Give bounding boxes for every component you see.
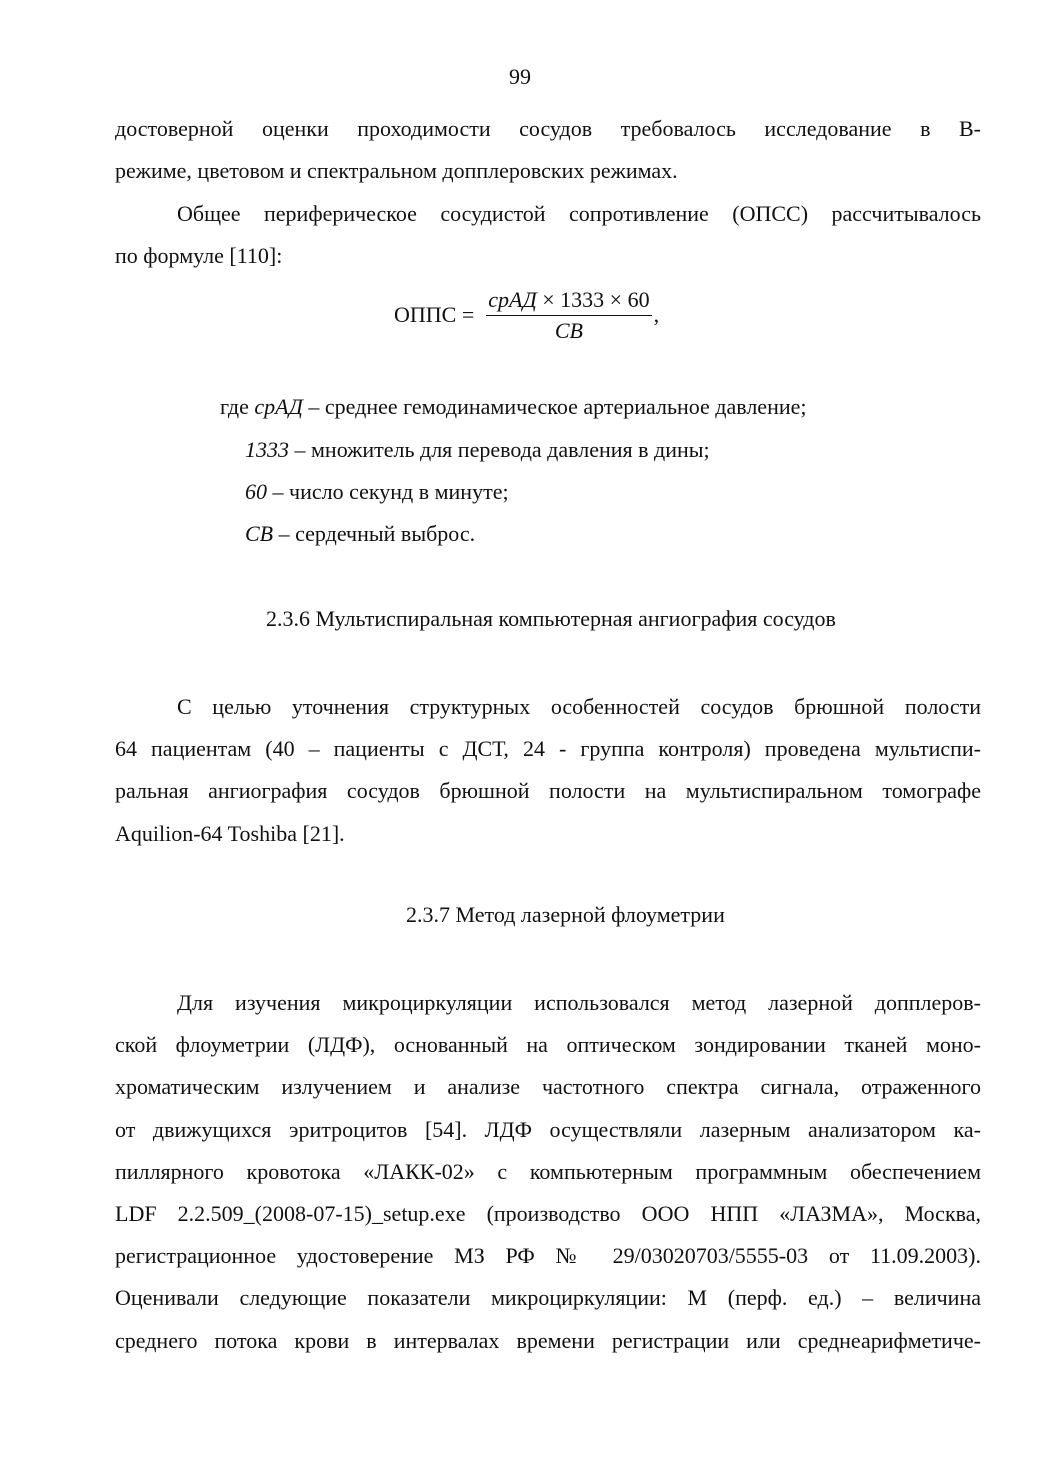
section-heading-2-3-6: 2.3.6 Мультиспиральная компьютерная ангиография сосудов [266, 606, 836, 631]
paragraph-continuation [115, 108, 981, 192]
legend-item [220, 394, 807, 420]
legend-term: 60 [245, 479, 267, 504]
text-line: режиме, цветовом и спектральном допплеровских режимах. [115, 158, 678, 184]
legend-term: СВ [245, 521, 274, 546]
text-line: регистрационное удостоверение МЗ РФ № 29/03020703/5555-03 от 11.09.2003). [115, 1243, 981, 1269]
text-line: пиллярного кровотока «ЛАКК-02» с компьютерным программным обеспечением [115, 1158, 981, 1184]
text-line: по формуле [110]: [115, 243, 283, 269]
formula-trail: , [653, 302, 660, 327]
formula-numerator-var: срАД [488, 286, 537, 312]
formula-fraction [486, 287, 651, 344]
formula-denominator: СВ [554, 317, 583, 343]
formula-numerator [486, 287, 651, 316]
legend-desc: – множитель для перевода давления в дины; [289, 437, 710, 462]
text-line: Aquilion-64 Toshiba [21]. [115, 820, 345, 846]
legend-item [245, 479, 509, 505]
text-line: Для изучения микроциркуляции использовался метод лазерной допплеров- [177, 990, 981, 1015]
paragraph-angiography [115, 686, 981, 855]
legend-desc: – среднее гемодинамическое артериальное давление; [302, 394, 807, 419]
text-line: достоверной оценки проходимости сосудов требовалось исследование в В- [115, 116, 981, 141]
legend-prefix: где [220, 394, 255, 419]
text-line: ской флоуметрии (ЛДФ), основанный на оптическом зондировании тканей моно- [115, 1032, 981, 1058]
text-line: от движущихся эритроцитов [54]. ЛДФ осуществляли лазерным анализатором ка- [115, 1116, 981, 1142]
page-number: 99 [509, 64, 531, 89]
legend-term: срАД [254, 394, 303, 419]
formula-numerator-rest: × 1333 × 60 [536, 286, 650, 312]
text-line: Общее периферическое сосудистой сопротивление (ОПСС) рассчитывалось [177, 201, 981, 226]
text-line: среднего потока крови в интервалах времени регистрации или среднеарифметиче- [115, 1327, 981, 1353]
legend-desc: – число секунд в минуте; [267, 479, 509, 504]
legend-item [245, 521, 475, 547]
text-line: ральная ангиография сосудов брюшной полости на мультиспиральном томографе [115, 778, 981, 804]
paragraph-opss-intro [115, 193, 981, 277]
formula-lhs: ОППС = [394, 302, 475, 327]
text-line: С целью уточнения структурных особенностей сосудов брюшной полости [177, 694, 981, 719]
paragraph-ldf [115, 982, 981, 1362]
formula-opss [394, 283, 659, 347]
text-line: хроматическим излучением и анализе частотного спектра сигнала, отраженного [115, 1074, 981, 1100]
legend-term: 1333 [245, 437, 289, 462]
text-line: 64 пациентам (40 – пациенты с ДСТ, 24 - группа контроля) проведена мультиспи- [115, 736, 981, 762]
section-heading-2-3-7: 2.3.7 Метод лазерной флоуметрии [406, 902, 725, 927]
legend-item [245, 437, 710, 463]
text-line: LDF 2.2.509_(2008-07-15)_setup.exe (производство ООО НПП «ЛАЗМА», Москва, [115, 1201, 981, 1227]
legend-desc: – сердечный выброс. [273, 521, 476, 546]
text-line: Оценивали следующие показатели микроциркуляции: М (перф. ед.) – величина [115, 1285, 981, 1311]
